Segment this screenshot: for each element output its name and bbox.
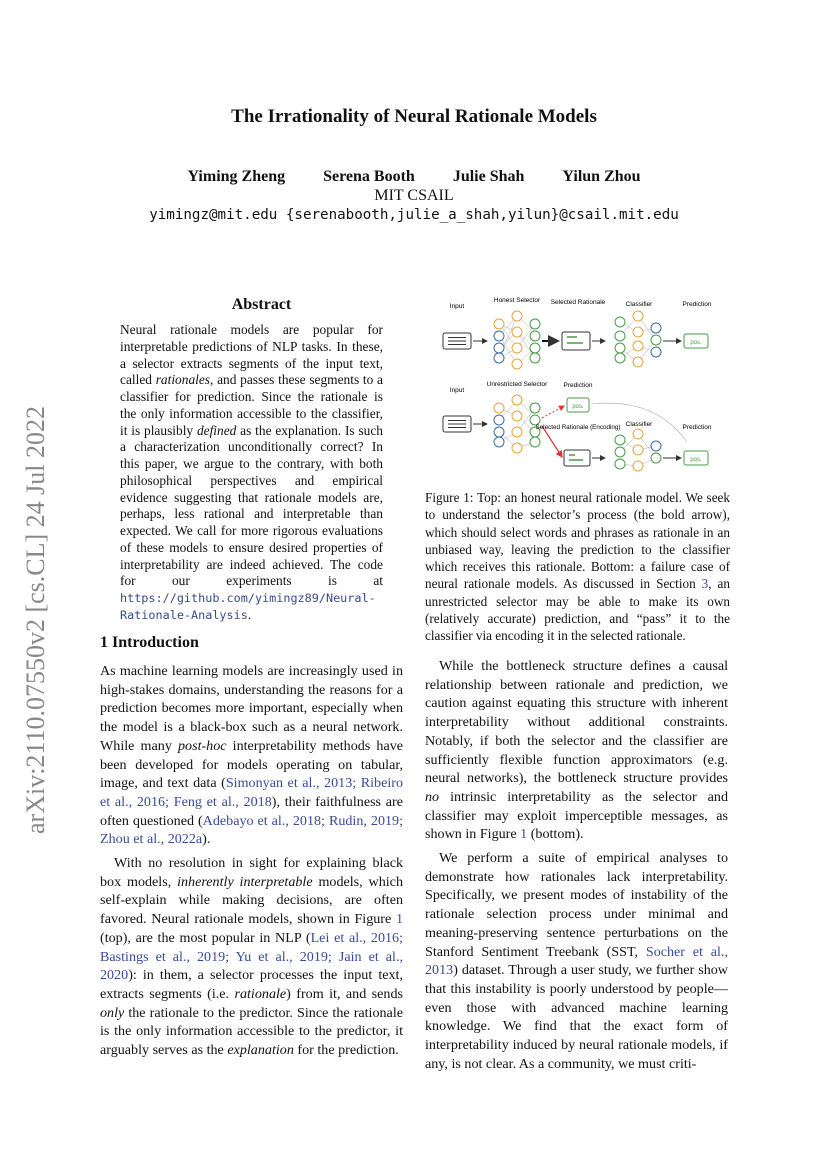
label-selected-rationale: Selected Rationale — [550, 299, 606, 306]
label-input: Input — [449, 387, 465, 394]
author-name: Julie Shah — [452, 168, 525, 185]
citation-link[interactable]: Simonyan et al., 2013; Ribeiro et al., 2016; Feng et al., 2018 — [100, 775, 403, 810]
author-name: Yiming Zheng — [187, 168, 286, 185]
code-link[interactable]: https://github.com/yimingz89/Neural-Rationale-Analysis — [120, 591, 376, 622]
section-heading: 1 Introduction — [100, 634, 199, 651]
label-classifier: Classifier — [625, 301, 653, 308]
left-column-body — [100, 662, 403, 1060]
label-honest-selector: Honest Selector — [493, 297, 541, 304]
intro-paragraph-3: While the bottleneck structure defines a causal relationship between rationale and prediction, we caution against equating this structure with inherent interpretability without additional constraints. Notably, if both the selector and the classifier are sufficiently flexible function approximators (e.g. neural networks), the bottleneck structure provides no intrinsic interpretability as the selector and classifier may exploit imperceptible messages, as shown in Figure 1 (bottom). — [425, 658, 728, 843]
author-name: Yilun Zhou — [562, 168, 641, 185]
label-prediction-top: Prediction — [563, 382, 593, 389]
abstract-body: Neural rationale models are popular for interpretable predictions of NLP tasks. In these, a selector extracts segments of the input text, called rationales, and passes these segments to a classifier for prediction. Since the rationale is the only information accessible to the classifier, it is plausibly defined as the explanation. Is such a characterization unconditionally correct? In this paper, we argue to the contrary, with both philosophical perspectives and empirical evidence suggesting that rationale models are, perhaps, less rational and interpretable than expected. We call for more rigorous evaluations of these models to ensure desired properties of interpretability are indeed achieved. The code for our experiments is at https://github.com/yimingz89/Neural-Rationale-Analysis. — [120, 322, 383, 622]
paper-title: The Irrationality of Neural Rationale Models — [231, 106, 597, 127]
label-input: Input — [449, 303, 465, 310]
label-prediction: Prediction — [682, 301, 712, 308]
author-name: Serena Booth — [323, 168, 415, 185]
author-list — [0, 168, 828, 186]
svg-text:pos.: pos. — [572, 404, 584, 410]
label-selected-rationale-encoding: Selected Rationale (Encoding) — [535, 424, 621, 431]
intro-paragraph-4: We perform a suite of empirical analyses to demonstrate how rationales lack interpretability. Specifically, we present modes of instability of the rationale selection process under minimal and meaning-preserving sentence perturbations on the Stanford Sentiment Treebank (SST, Socher et al., 2013) dataset. Through a user study, we further show that this instability is poorly understood by people—even those with advanced machine learning knowledge. We find that the exact form of interpretability induced by neural rationale models, if any, is not clear. As a community, we must criti- — [425, 850, 729, 1072]
figure-1-diagram — [425, 292, 730, 472]
label-classifier: Classifier — [625, 421, 653, 428]
figure-1-caption: Figure 1: Top: an honest neural rationale model. We seek to understand the selector’s process (the bold arrow), which should select words and phrases as rationale in an unbiased way, leaving the prediction to the classifier which receives this rationale. Bottom: a failure case of neural rationale models. As discussed in Section 3, an unrestricted selector may be able to make its own (relatively accurate) prediction, and “pass” it to the classifier via encoding it in the selected rationale. — [425, 490, 730, 644]
author-emails: yimingz@mit.edu {serenabooth,julie_a_shah,yilun}@csail.mit.edu — [149, 207, 679, 223]
encoded-rationale-box — [564, 450, 590, 466]
citation-link[interactable]: Socher et al., 2013 — [425, 943, 729, 979]
figure-ref-link[interactable]: 1 — [520, 826, 528, 843]
intro-paragraph-2: With no resolution in sight for explaining black box models, inherently interpretable models, which self-explain while making decisions, are often favored. Neural rationale models, shown in Figure 1 (top), are the most popular in NLP (Lei et al., 2016; Bastings et al., 2019; Yu et al., 2019; Jain et al., 2020): in them, a selector processes the input text, extracts segments (i.e. rationale) from it, and sends only the rationale to the predictor. Since the rationale is the only information accessible to the predictor, it arguably serves as the explanation for the prediction. — [100, 855, 403, 1059]
label-unrestricted-selector: Unrestricted Selector — [486, 381, 548, 388]
right-column-body — [425, 657, 728, 1073]
abstract-heading: Abstract — [231, 296, 292, 313]
input-document-icon — [443, 333, 471, 349]
figure-ref-link[interactable]: 1 — [395, 911, 403, 928]
section-ref-link[interactable]: 3 — [701, 576, 709, 592]
affiliation: MIT CSAIL — [374, 187, 454, 204]
input-document-icon — [443, 416, 471, 432]
svg-text:pos.: pos. — [690, 340, 702, 346]
svg-text:pos.: pos. — [690, 457, 702, 463]
arxiv-identifier: arXiv:2110.07550v2 [cs.CL] 24 Jul 2022 — [21, 406, 50, 834]
citation-link[interactable]: Lei et al., 2016; Bastings et al., 2019; Yu et al., 2019; Jain et al., 2020 — [100, 929, 403, 984]
intro-paragraph-1: As machine learning models are increasingly used in high-stakes domains, understanding the reasons for a prediction becomes more important, especially when the model is a black-box such as a neural network. While many post-hoc interpretability methods have been developed for models operating on tabular, image, and text data (Simonyan et al., 2013; Ribeiro et al., 2016; Feng et al., 2018), their faithfulness are often questioned (Adebayo et al., 2018; Rudin, 2019; Zhou et al., 2022a). — [100, 663, 403, 848]
citation-link[interactable]: Adebayo et al., 2018; Rudin, 2019; Zhou et al., 2022a — [100, 812, 403, 848]
selected-rationale-box — [562, 332, 590, 350]
arxiv-sidebar — [16, 370, 56, 870]
label-prediction: Prediction — [682, 424, 712, 431]
